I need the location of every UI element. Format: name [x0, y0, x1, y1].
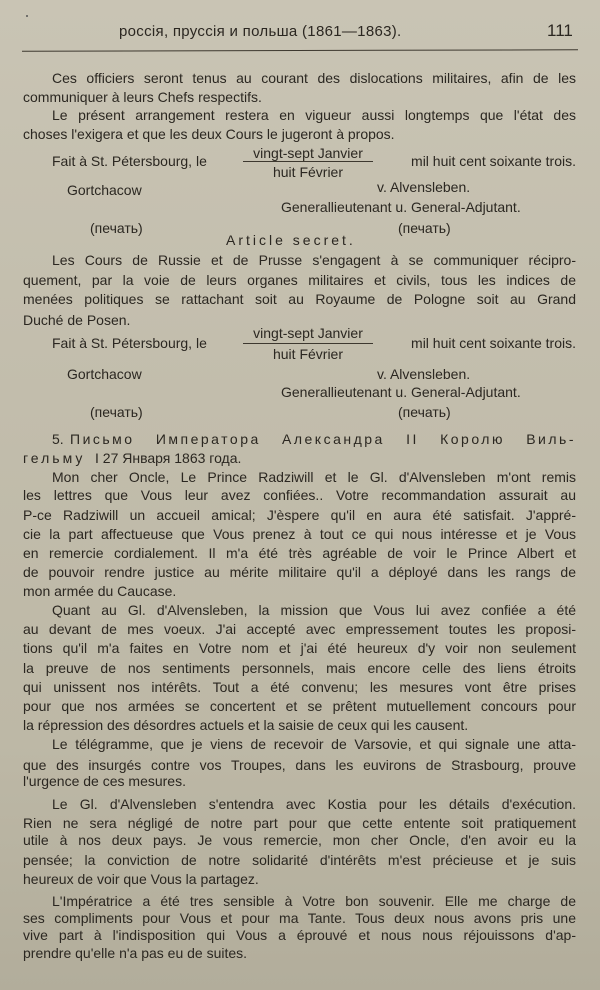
paragraph-line: menées politiques se rattachant soit au Royaume de Pologne soit au Grand	[23, 291, 576, 307]
signatory-title: Generallieutenant u. General-Adjutant.	[281, 384, 521, 400]
section-number: 5.	[52, 431, 64, 447]
section-heading: I 27 Января 1863 года.	[95, 450, 242, 466]
seal-left: (печать)	[90, 220, 143, 236]
signature-year: mil huit cent soixante trois.	[411, 153, 576, 169]
header-rule	[22, 49, 578, 51]
letter-line: la répression des désordres actuels et la saisie de ceux qui les causent.	[23, 717, 469, 733]
letter-line: Rien ne sera négligé de notre part pour que cette entente soit pratiquement	[23, 815, 576, 831]
letter-line: prendre qu'elle n'a pas eu de suites.	[23, 945, 248, 961]
letter-line: pour que nos armées se concertent et se prêtent mutuellement concours pour	[23, 698, 576, 714]
seal-right: (печать)	[398, 404, 451, 420]
signatory-title: Generallieutenant u. General-Adjutant.	[281, 199, 521, 215]
seal-right: (печать)	[398, 220, 451, 236]
signature-place-date: Fait à St. Pétersbourg, le	[52, 153, 207, 169]
date-denominator: huit Février	[272, 346, 344, 362]
letter-line: vive part à l'indisposition qui Vous a éprouvé et nous nous réjouissons d'ap-	[23, 927, 576, 943]
date-numerator: vingt-sept Janvier	[253, 325, 363, 341]
signatory-gortchakov: Gortchacow	[67, 182, 142, 198]
paragraph-line: communiquer à leurs Chefs respectifs.	[23, 89, 262, 105]
paragraph-line: quement, par la voie de leurs organes militaires et civils, tous les indices de	[23, 272, 576, 288]
letter-line: au devant de mes voeux. J'ai accepté avec empressement toutes les proposi-	[23, 621, 576, 637]
letter-line: qui unissent nos intérêts. Tout a été convenu; les mesures vont être prises	[23, 679, 576, 695]
signature-place-date: Fait à St. Pétersbourg, le	[52, 335, 207, 351]
letter-line: l'urgence de ces mesures.	[23, 773, 186, 789]
scan-speck	[26, 15, 28, 17]
letter-line: en remercie cordialement. Il m'a été très agréable de voir le Prince Albert et	[23, 545, 576, 561]
letter-line: Le Gl. d'Alvensleben s'entendra avec Kostia pour les détails d'exécution.	[52, 796, 576, 812]
letter-line: que des insurgés contre vos Troupes, dans les euvirons de Strasbourg, prouve	[23, 757, 576, 773]
paragraph-line: choses l'exigera et que les deux Cours le jugeront à propos.	[23, 126, 395, 142]
letter-line: P-ce Radziwill un accueil amical; J'èspere qu'il en aura été satisfait. J'appré-	[23, 507, 576, 523]
letter-line: L'Impératrice a été tres sensible à Votre bon souvenir. Elle me charge de	[52, 893, 576, 909]
running-header-title: россія, пруссія и польша (1861—1863).	[119, 23, 402, 40]
signatory-alvensleben: v. Alvensleben.	[377, 366, 471, 382]
signatory-alvensleben: v. Alvensleben.	[377, 179, 471, 195]
letter-line: Quant au Gl. d'Alvensleben, la mission que Vous lui avez confiée a été	[52, 602, 576, 618]
letter-line: cie la part affectueuse que Vous prenez à tout ce qui nous intéresse et je Vous	[23, 526, 576, 542]
letter-line: Le télégramme, que je viens de recevoir de Varsovie, et qui signale une atta-	[52, 736, 576, 752]
letter-line: mon armée du Caucase.	[23, 583, 177, 599]
signature-year: mil huit cent soixante trois.	[411, 335, 576, 351]
letter-line: Mon cher Oncle, Le Prince Radziwill et le Gl. d'Alvensleben m'ont remis	[52, 469, 576, 485]
section-heading: Письмо Императора Александра II Королю Виль-	[70, 431, 576, 447]
date-numerator: vingt-sept Janvier	[253, 145, 363, 161]
letter-line: la preuve de nos sentiments personnels, mais encore celle des liens étroits	[23, 660, 576, 676]
date-denominator: huit Février	[272, 164, 344, 180]
page-number: 111	[547, 21, 573, 40]
section-heading: гельму	[23, 450, 86, 466]
seal-left: (печать)	[90, 404, 143, 420]
letter-line: heureux de voir que Vous la partagez.	[23, 871, 259, 887]
letter-line: pensée; la conviction de notre solidarité d'intérêts m'est précieuse et je suis	[23, 852, 576, 868]
letter-line: de pouvoir rendre justice au mérite militaire qu'il a déployé dans les rangs de	[23, 564, 576, 580]
letter-line: utile à nos deux pays. Je vous remercie, mon cher Oncle, d'en avoir eu la	[23, 832, 576, 848]
letter-line: les lettres que Vous leur avez confiées.. Votre recommandation assurait au	[23, 487, 576, 503]
paragraph-line: Le présent arrangement restera en vigueur aussi longtemps que l'état des	[52, 107, 576, 123]
letter-line: ses compliments pour Vous et pour ma Tante. Tous deux nous avons pris une	[23, 910, 576, 926]
letter-line: tions qu'il m'a faites en Votre nom et j'ai été heureux d'y voir non seulement	[23, 640, 576, 656]
paragraph-line: Ces officiers seront tenus au courant des dislocations militaires, afin de les	[52, 70, 576, 86]
paragraph-line: Les Cours de Russie et de Prusse s'engagent à se communiquer récipro-	[52, 252, 576, 268]
signatory-gortchakov: Gortchacow	[67, 366, 142, 382]
article-heading: Article secret.	[226, 232, 356, 248]
paragraph-line: Duché de Posen.	[23, 312, 131, 328]
